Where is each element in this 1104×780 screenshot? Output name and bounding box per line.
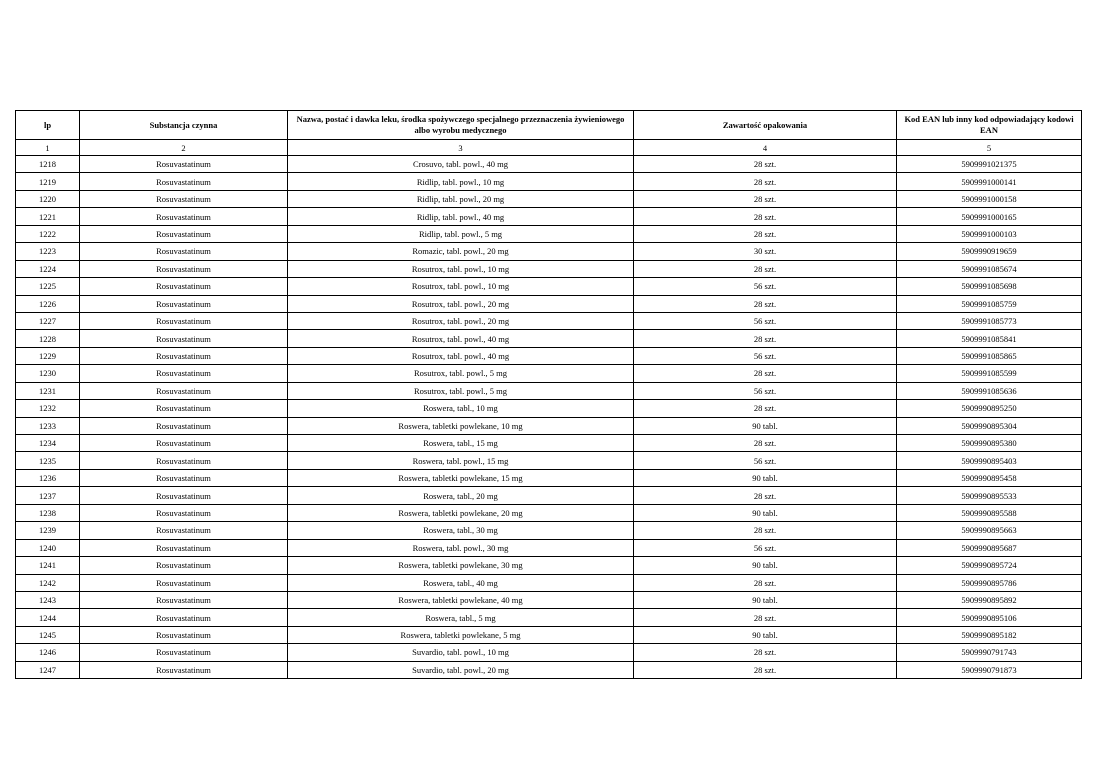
package-cell: 28 szt. xyxy=(634,661,897,678)
header-ean: Kod EAN lub inny kod odpowiadający kodowi EAN xyxy=(897,111,1082,140)
package-cell: 28 szt. xyxy=(634,400,897,417)
substance-cell: Rosuvastatinum xyxy=(80,400,288,417)
table-row xyxy=(16,417,1082,434)
substance-cell: Rosuvastatinum xyxy=(80,295,288,312)
substance-cell: Rosuvastatinum xyxy=(80,260,288,277)
row-number-cell: 1239 xyxy=(16,522,80,539)
substance-cell: Rosuvastatinum xyxy=(80,591,288,608)
substance-cell: Rosuvastatinum xyxy=(80,417,288,434)
ean-code-cell: 5909991085698 xyxy=(897,278,1082,295)
column-number: 5 xyxy=(897,140,1082,156)
row-number-cell: 1238 xyxy=(16,504,80,521)
drug-name-cell: Ridlip, tabl. powl., 5 mg xyxy=(288,225,634,242)
header-name: Nazwa, postać i dawka leku, środka spożywczego specjalnego przeznaczenia żywieniowego albo wyrobu medycznego xyxy=(288,111,634,140)
package-cell: 28 szt. xyxy=(634,156,897,173)
drug-name-cell: Rosutrox, tabl. powl., 20 mg xyxy=(288,312,634,329)
package-cell: 28 szt. xyxy=(634,574,897,591)
ean-code-cell: 5909990895304 xyxy=(897,417,1082,434)
substance-cell: Rosuvastatinum xyxy=(80,365,288,382)
table-row xyxy=(16,452,1082,469)
row-number-cell: 1233 xyxy=(16,417,80,434)
ean-code-cell: 5909990791743 xyxy=(897,644,1082,661)
row-number-cell: 1245 xyxy=(16,626,80,643)
substance-cell: Rosuvastatinum xyxy=(80,504,288,521)
ean-code-cell: 5909990895106 xyxy=(897,609,1082,626)
substance-cell: Rosuvastatinum xyxy=(80,225,288,242)
drug-name-cell: Roswera, tabletki powlekane, 30 mg xyxy=(288,557,634,574)
ean-code-cell: 5909990895182 xyxy=(897,626,1082,643)
drug-name-cell: Roswera, tabletki powlekane, 5 mg xyxy=(288,626,634,643)
drug-name-cell: Rosutrox, tabl. powl., 5 mg xyxy=(288,382,634,399)
substance-cell: Rosuvastatinum xyxy=(80,243,288,260)
table-header xyxy=(16,111,1082,156)
table-body xyxy=(16,156,1082,679)
package-cell: 56 szt. xyxy=(634,539,897,556)
substance-cell: Rosuvastatinum xyxy=(80,190,288,207)
ean-code-cell: 5909991085865 xyxy=(897,347,1082,364)
table-row xyxy=(16,382,1082,399)
substance-cell: Rosuvastatinum xyxy=(80,557,288,574)
drug-list-table xyxy=(15,110,1082,679)
table-row xyxy=(16,661,1082,678)
ean-code-cell: 5909991000141 xyxy=(897,173,1082,190)
row-number-cell: 1224 xyxy=(16,260,80,277)
drug-name-cell: Roswera, tabletki powlekane, 20 mg xyxy=(288,504,634,521)
row-number-cell: 1226 xyxy=(16,295,80,312)
table-row xyxy=(16,208,1082,225)
ean-code-cell: 5909991085773 xyxy=(897,312,1082,329)
package-cell: 28 szt. xyxy=(634,435,897,452)
row-number-cell: 1241 xyxy=(16,557,80,574)
drug-name-cell: Roswera, tabl., 10 mg xyxy=(288,400,634,417)
package-cell: 56 szt. xyxy=(634,382,897,399)
drug-name-cell: Rosutrox, tabl. powl., 40 mg xyxy=(288,330,634,347)
package-cell: 28 szt. xyxy=(634,487,897,504)
column-number: 3 xyxy=(288,140,634,156)
table-row xyxy=(16,557,1082,574)
drug-name-cell: Roswera, tabl. powl., 15 mg xyxy=(288,452,634,469)
package-cell: 56 szt. xyxy=(634,312,897,329)
substance-cell: Rosuvastatinum xyxy=(80,661,288,678)
row-number-cell: 1232 xyxy=(16,400,80,417)
drug-name-cell: Roswera, tabl., 30 mg xyxy=(288,522,634,539)
drug-name-cell: Roswera, tabl., 5 mg xyxy=(288,609,634,626)
ean-code-cell: 5909990895588 xyxy=(897,504,1082,521)
row-number-cell: 1234 xyxy=(16,435,80,452)
substance-cell: Rosuvastatinum xyxy=(80,312,288,329)
ean-code-cell: 5909990791873 xyxy=(897,661,1082,678)
table-row xyxy=(16,156,1082,173)
substance-cell: Rosuvastatinum xyxy=(80,278,288,295)
package-cell: 28 szt. xyxy=(634,173,897,190)
drug-name-cell: Rosutrox, tabl. powl., 10 mg xyxy=(288,278,634,295)
package-cell: 90 tabl. xyxy=(634,417,897,434)
package-cell: 28 szt. xyxy=(634,365,897,382)
package-cell: 56 szt. xyxy=(634,452,897,469)
package-cell: 28 szt. xyxy=(634,190,897,207)
drug-name-cell: Ridlip, tabl. powl., 40 mg xyxy=(288,208,634,225)
drug-name-cell: Romazic, tabl. powl., 20 mg xyxy=(288,243,634,260)
ean-code-cell: 5909991085759 xyxy=(897,295,1082,312)
table-row xyxy=(16,330,1082,347)
package-cell: 56 szt. xyxy=(634,278,897,295)
substance-cell: Rosuvastatinum xyxy=(80,487,288,504)
ean-code-cell: 5909991085674 xyxy=(897,260,1082,277)
table-row xyxy=(16,190,1082,207)
row-number-cell: 1228 xyxy=(16,330,80,347)
package-cell: 90 tabl. xyxy=(634,469,897,486)
header-lp: lp xyxy=(16,111,80,140)
substance-cell: Rosuvastatinum xyxy=(80,382,288,399)
ean-code-cell: 5909990895250 xyxy=(897,400,1082,417)
row-number-cell: 1235 xyxy=(16,452,80,469)
row-number-cell: 1244 xyxy=(16,609,80,626)
drug-name-cell: Roswera, tabletki powlekane, 15 mg xyxy=(288,469,634,486)
substance-cell: Rosuvastatinum xyxy=(80,330,288,347)
table-row xyxy=(16,365,1082,382)
substance-cell: Rosuvastatinum xyxy=(80,208,288,225)
substance-cell: Rosuvastatinum xyxy=(80,347,288,364)
drug-name-cell: Rosutrox, tabl. powl., 10 mg xyxy=(288,260,634,277)
table-row xyxy=(16,435,1082,452)
package-cell: 90 tabl. xyxy=(634,557,897,574)
ean-code-cell: 5909991085841 xyxy=(897,330,1082,347)
row-number-cell: 1230 xyxy=(16,365,80,382)
drug-name-cell: Roswera, tabletki powlekane, 10 mg xyxy=(288,417,634,434)
row-number-cell: 1240 xyxy=(16,539,80,556)
substance-cell: Rosuvastatinum xyxy=(80,452,288,469)
table-row xyxy=(16,225,1082,242)
package-cell: 30 szt. xyxy=(634,243,897,260)
row-number-cell: 1237 xyxy=(16,487,80,504)
ean-code-cell: 5909991000103 xyxy=(897,225,1082,242)
table-row xyxy=(16,609,1082,626)
package-cell: 28 szt. xyxy=(634,260,897,277)
package-cell: 28 szt. xyxy=(634,522,897,539)
substance-cell: Rosuvastatinum xyxy=(80,522,288,539)
ean-code-cell: 5909990895786 xyxy=(897,574,1082,591)
substance-cell: Rosuvastatinum xyxy=(80,574,288,591)
table-row xyxy=(16,347,1082,364)
table-row xyxy=(16,574,1082,591)
header-substance: Substancja czynna xyxy=(80,111,288,140)
drug-name-cell: Suvardio, tabl. powl., 10 mg xyxy=(288,644,634,661)
table-row xyxy=(16,626,1082,643)
drug-name-cell: Roswera, tabl., 20 mg xyxy=(288,487,634,504)
ean-code-cell: 5909991000165 xyxy=(897,208,1082,225)
package-cell: 28 szt. xyxy=(634,609,897,626)
row-number-cell: 1243 xyxy=(16,591,80,608)
table-row xyxy=(16,522,1082,539)
row-number-cell: 1222 xyxy=(16,225,80,242)
package-cell: 28 szt. xyxy=(634,295,897,312)
drug-name-cell: Rosutrox, tabl. powl., 5 mg xyxy=(288,365,634,382)
table-row xyxy=(16,487,1082,504)
ean-code-cell: 5909990895458 xyxy=(897,469,1082,486)
package-cell: 90 tabl. xyxy=(634,504,897,521)
row-number-cell: 1242 xyxy=(16,574,80,591)
document-page xyxy=(15,110,1081,679)
substance-cell: Rosuvastatinum xyxy=(80,626,288,643)
substance-cell: Rosuvastatinum xyxy=(80,469,288,486)
drug-name-cell: Roswera, tabletki powlekane, 40 mg xyxy=(288,591,634,608)
drug-name-cell: Rosutrox, tabl. powl., 20 mg xyxy=(288,295,634,312)
table-row xyxy=(16,539,1082,556)
table-row xyxy=(16,243,1082,260)
table-row xyxy=(16,173,1082,190)
column-number: 2 xyxy=(80,140,288,156)
package-cell: 28 szt. xyxy=(634,225,897,242)
drug-name-cell: Suvardio, tabl. powl., 20 mg xyxy=(288,661,634,678)
ean-code-cell: 5909990919659 xyxy=(897,243,1082,260)
ean-code-cell: 5909990895892 xyxy=(897,591,1082,608)
table-row xyxy=(16,591,1082,608)
row-number-cell: 1229 xyxy=(16,347,80,364)
row-number-cell: 1231 xyxy=(16,382,80,399)
drug-name-cell: Roswera, tabl., 15 mg xyxy=(288,435,634,452)
table-row xyxy=(16,644,1082,661)
drug-name-cell: Rosutrox, tabl. powl., 40 mg xyxy=(288,347,634,364)
header-package: Zawartość opakowania xyxy=(634,111,897,140)
column-number: 1 xyxy=(16,140,80,156)
row-number-cell: 1246 xyxy=(16,644,80,661)
header-row xyxy=(16,111,1082,140)
ean-code-cell: 5909990895403 xyxy=(897,452,1082,469)
drug-name-cell: Roswera, tabl., 40 mg xyxy=(288,574,634,591)
row-number-cell: 1221 xyxy=(16,208,80,225)
column-number: 4 xyxy=(634,140,897,156)
table-row xyxy=(16,312,1082,329)
ean-code-cell: 5909990895533 xyxy=(897,487,1082,504)
table-row xyxy=(16,295,1082,312)
ean-code-cell: 5909990895687 xyxy=(897,539,1082,556)
substance-cell: Rosuvastatinum xyxy=(80,156,288,173)
drug-name-cell: Crosuvo, tabl. powl., 40 mg xyxy=(288,156,634,173)
substance-cell: Rosuvastatinum xyxy=(80,609,288,626)
substance-cell: Rosuvastatinum xyxy=(80,173,288,190)
ean-code-cell: 5909990895380 xyxy=(897,435,1082,452)
package-cell: 28 szt. xyxy=(634,208,897,225)
package-cell: 90 tabl. xyxy=(634,626,897,643)
table-row xyxy=(16,469,1082,486)
row-number-cell: 1219 xyxy=(16,173,80,190)
row-number-cell: 1220 xyxy=(16,190,80,207)
table-row xyxy=(16,278,1082,295)
table-row xyxy=(16,260,1082,277)
row-number-cell: 1225 xyxy=(16,278,80,295)
table-row xyxy=(16,400,1082,417)
ean-code-cell: 5909991021375 xyxy=(897,156,1082,173)
substance-cell: Rosuvastatinum xyxy=(80,644,288,661)
substance-cell: Rosuvastatinum xyxy=(80,539,288,556)
package-cell: 28 szt. xyxy=(634,644,897,661)
row-number-cell: 1218 xyxy=(16,156,80,173)
ean-code-cell: 5909991000158 xyxy=(897,190,1082,207)
column-number-row xyxy=(16,140,1082,156)
row-number-cell: 1223 xyxy=(16,243,80,260)
ean-code-cell: 5909991085599 xyxy=(897,365,1082,382)
drug-name-cell: Roswera, tabl. powl., 30 mg xyxy=(288,539,634,556)
row-number-cell: 1247 xyxy=(16,661,80,678)
package-cell: 28 szt. xyxy=(634,330,897,347)
row-number-cell: 1236 xyxy=(16,469,80,486)
substance-cell: Rosuvastatinum xyxy=(80,435,288,452)
package-cell: 56 szt. xyxy=(634,347,897,364)
drug-name-cell: Ridlip, tabl. powl., 20 mg xyxy=(288,190,634,207)
row-number-cell: 1227 xyxy=(16,312,80,329)
ean-code-cell: 5909990895663 xyxy=(897,522,1082,539)
ean-code-cell: 5909990895724 xyxy=(897,557,1082,574)
table-row xyxy=(16,504,1082,521)
package-cell: 90 tabl. xyxy=(634,591,897,608)
ean-code-cell: 5909991085636 xyxy=(897,382,1082,399)
drug-name-cell: Ridlip, tabl. powl., 10 mg xyxy=(288,173,634,190)
